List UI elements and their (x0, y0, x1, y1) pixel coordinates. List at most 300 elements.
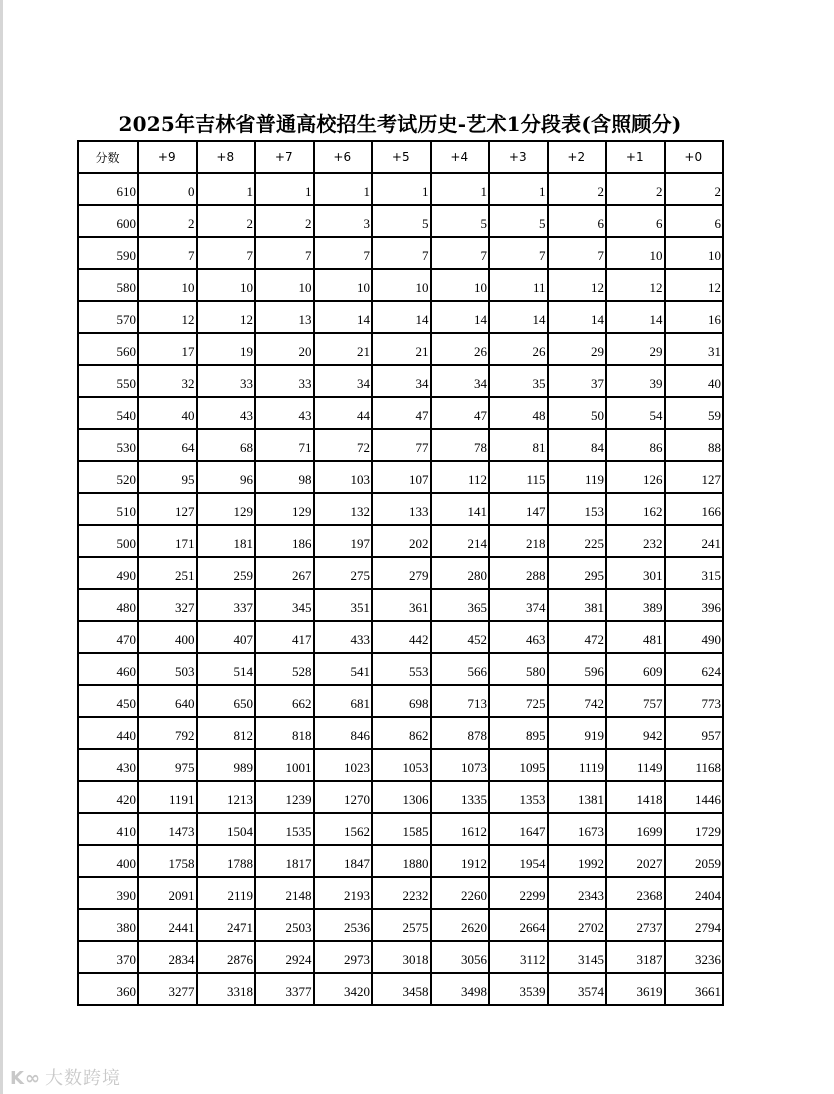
count-cell: 7 (197, 237, 256, 269)
page-title: 2025年吉林省普通高校招生考试历史-艺术1分段表(含照顾分) (118, 112, 682, 136)
count-cell: 33 (255, 365, 314, 397)
count-cell: 43 (255, 397, 314, 429)
count-cell: 1335 (431, 781, 490, 813)
count-cell: 71 (255, 429, 314, 461)
count-cell: 1847 (314, 845, 373, 877)
count-cell: 232 (606, 525, 665, 557)
count-cell: 919 (548, 717, 607, 749)
count-cell: 17 (138, 333, 197, 365)
count-cell: 1 (314, 173, 373, 205)
count-cell: 6 (665, 205, 724, 237)
count-cell: 103 (314, 461, 373, 493)
count-cell: 5 (372, 205, 431, 237)
count-cell: 3056 (431, 941, 490, 973)
count-cell: 2664 (489, 909, 548, 941)
count-cell: 21 (372, 333, 431, 365)
count-cell: 166 (665, 493, 724, 525)
count-cell: 609 (606, 653, 665, 685)
count-cell: 374 (489, 589, 548, 621)
count-cell: 34 (372, 365, 431, 397)
count-cell: 14 (548, 301, 607, 333)
count-cell: 3 (314, 205, 373, 237)
count-cell: 2575 (372, 909, 431, 941)
count-cell: 1270 (314, 781, 373, 813)
count-cell: 68 (197, 429, 256, 461)
count-cell: 3574 (548, 973, 607, 1005)
count-cell: 47 (372, 397, 431, 429)
table-row (78, 525, 723, 557)
count-cell: 3377 (255, 973, 314, 1005)
score-cell: 540 (78, 397, 138, 429)
count-cell: 127 (138, 493, 197, 525)
count-cell: 31 (665, 333, 724, 365)
count-cell: 153 (548, 493, 607, 525)
count-cell: 37 (548, 365, 607, 397)
count-cell: 34 (314, 365, 373, 397)
count-cell: 713 (431, 685, 490, 717)
count-cell: 957 (665, 717, 724, 749)
count-cell: 3458 (372, 973, 431, 1005)
table-row (78, 333, 723, 365)
count-cell: 1418 (606, 781, 665, 813)
count-cell: 88 (665, 429, 724, 461)
count-cell: 12 (548, 269, 607, 301)
count-cell: 472 (548, 621, 607, 653)
count-cell: 5 (489, 205, 548, 237)
count-cell: 442 (372, 621, 431, 653)
count-cell: 400 (138, 621, 197, 653)
header-offset: +4 (431, 141, 490, 173)
count-cell: 1673 (548, 813, 607, 845)
count-cell: 1992 (548, 845, 607, 877)
count-cell: 5 (431, 205, 490, 237)
score-cell: 560 (78, 333, 138, 365)
count-cell: 2 (197, 205, 256, 237)
count-cell: 2193 (314, 877, 373, 909)
score-cell: 400 (78, 845, 138, 877)
count-cell: 19 (197, 333, 256, 365)
count-cell: 1381 (548, 781, 607, 813)
count-cell: 2091 (138, 877, 197, 909)
count-cell: 1585 (372, 813, 431, 845)
count-cell: 33 (197, 365, 256, 397)
count-cell: 202 (372, 525, 431, 557)
count-cell: 1699 (606, 813, 665, 845)
count-cell: 251 (138, 557, 197, 589)
count-cell: 1168 (665, 749, 724, 781)
count-cell: 301 (606, 557, 665, 589)
count-cell: 2702 (548, 909, 607, 941)
count-cell: 662 (255, 685, 314, 717)
count-cell: 417 (255, 621, 314, 653)
score-cell: 510 (78, 493, 138, 525)
count-cell: 47 (431, 397, 490, 429)
count-cell: 43 (197, 397, 256, 429)
score-cell: 370 (78, 941, 138, 973)
count-cell: 14 (431, 301, 490, 333)
count-cell: 812 (197, 717, 256, 749)
count-cell: 396 (665, 589, 724, 621)
count-cell: 115 (489, 461, 548, 493)
count-cell: 21 (314, 333, 373, 365)
count-cell: 7 (489, 237, 548, 269)
count-cell: 259 (197, 557, 256, 589)
score-cell: 460 (78, 653, 138, 685)
count-cell: 86 (606, 429, 665, 461)
count-cell: 792 (138, 717, 197, 749)
count-cell: 10 (431, 269, 490, 301)
count-cell: 14 (372, 301, 431, 333)
table-row (78, 429, 723, 461)
header-offset: +2 (548, 141, 607, 173)
score-cell: 570 (78, 301, 138, 333)
count-cell: 7 (314, 237, 373, 269)
count-cell: 989 (197, 749, 256, 781)
count-cell: 2620 (431, 909, 490, 941)
count-cell: 624 (665, 653, 724, 685)
header-offset: +3 (489, 141, 548, 173)
count-cell: 26 (431, 333, 490, 365)
count-cell: 2232 (372, 877, 431, 909)
score-cell: 420 (78, 781, 138, 813)
count-cell: 1954 (489, 845, 548, 877)
count-cell: 1 (372, 173, 431, 205)
watermark-text: 大数跨境 (44, 1068, 121, 1089)
count-cell: 1473 (138, 813, 197, 845)
count-cell: 2059 (665, 845, 724, 877)
count-cell: 1 (255, 173, 314, 205)
count-cell: 7 (431, 237, 490, 269)
count-cell: 29 (606, 333, 665, 365)
count-cell: 345 (255, 589, 314, 621)
count-cell: 39 (606, 365, 665, 397)
count-cell: 2299 (489, 877, 548, 909)
count-cell: 186 (255, 525, 314, 557)
count-cell: 1647 (489, 813, 548, 845)
score-cell: 470 (78, 621, 138, 653)
count-cell: 1 (489, 173, 548, 205)
table-row (78, 973, 723, 1005)
count-cell: 95 (138, 461, 197, 493)
count-cell: 48 (489, 397, 548, 429)
count-cell: 3498 (431, 973, 490, 1005)
count-cell: 757 (606, 685, 665, 717)
count-cell: 846 (314, 717, 373, 749)
count-cell: 44 (314, 397, 373, 429)
count-cell: 2027 (606, 845, 665, 877)
header-offset: +9 (138, 141, 197, 173)
score-cell: 600 (78, 205, 138, 237)
count-cell: 2 (606, 173, 665, 205)
count-cell: 327 (138, 589, 197, 621)
count-cell: 10 (255, 269, 314, 301)
score-cell: 520 (78, 461, 138, 493)
table-row (78, 621, 723, 653)
score-cell: 410 (78, 813, 138, 845)
count-cell: 1001 (255, 749, 314, 781)
count-cell: 112 (431, 461, 490, 493)
count-cell: 895 (489, 717, 548, 749)
score-cell: 610 (78, 173, 138, 205)
count-cell: 14 (606, 301, 665, 333)
count-cell: 11 (489, 269, 548, 301)
count-cell: 1535 (255, 813, 314, 845)
count-cell: 862 (372, 717, 431, 749)
count-cell: 528 (255, 653, 314, 685)
count-cell: 975 (138, 749, 197, 781)
count-cell: 197 (314, 525, 373, 557)
count-cell: 2471 (197, 909, 256, 941)
count-cell: 1053 (372, 749, 431, 781)
table-row (78, 493, 723, 525)
count-cell: 34 (431, 365, 490, 397)
count-cell: 72 (314, 429, 373, 461)
count-cell: 3112 (489, 941, 548, 973)
count-cell: 742 (548, 685, 607, 717)
count-cell: 6 (548, 205, 607, 237)
count-cell: 1912 (431, 845, 490, 877)
count-cell: 81 (489, 429, 548, 461)
count-cell: 361 (372, 589, 431, 621)
count-cell: 40 (138, 397, 197, 429)
count-cell: 2536 (314, 909, 373, 941)
count-cell: 119 (548, 461, 607, 493)
count-cell: 1073 (431, 749, 490, 781)
count-cell: 20 (255, 333, 314, 365)
count-cell: 1353 (489, 781, 548, 813)
count-cell: 725 (489, 685, 548, 717)
count-cell: 7 (255, 237, 314, 269)
count-cell: 2876 (197, 941, 256, 973)
count-cell: 681 (314, 685, 373, 717)
score-cell: 490 (78, 557, 138, 589)
table-row (78, 365, 723, 397)
count-cell: 3420 (314, 973, 373, 1005)
count-cell: 1023 (314, 749, 373, 781)
score-cell: 440 (78, 717, 138, 749)
count-cell: 10 (665, 237, 724, 269)
header-offset: +7 (255, 141, 314, 173)
count-cell: 3236 (665, 941, 724, 973)
count-cell: 280 (431, 557, 490, 589)
score-cell: 590 (78, 237, 138, 269)
count-cell: 3018 (372, 941, 431, 973)
count-cell: 3619 (606, 973, 665, 1005)
count-cell: 2503 (255, 909, 314, 941)
score-cell: 430 (78, 749, 138, 781)
count-cell: 2119 (197, 877, 256, 909)
count-cell: 942 (606, 717, 665, 749)
count-cell: 0 (138, 173, 197, 205)
count-cell: 275 (314, 557, 373, 589)
count-cell: 129 (255, 493, 314, 525)
count-cell: 2441 (138, 909, 197, 941)
count-cell: 129 (197, 493, 256, 525)
count-cell: 3277 (138, 973, 197, 1005)
count-cell: 40 (665, 365, 724, 397)
table-row (78, 717, 723, 749)
table-row (78, 685, 723, 717)
count-cell: 1095 (489, 749, 548, 781)
header-score: 分数 (78, 141, 138, 173)
count-cell: 2260 (431, 877, 490, 909)
watermark-logo: K∞ (10, 1068, 41, 1089)
count-cell: 773 (665, 685, 724, 717)
count-cell: 96 (197, 461, 256, 493)
count-cell: 162 (606, 493, 665, 525)
score-cell: 500 (78, 525, 138, 557)
count-cell: 10 (372, 269, 431, 301)
count-cell: 12 (665, 269, 724, 301)
count-cell: 503 (138, 653, 197, 685)
count-cell: 481 (606, 621, 665, 653)
count-cell: 64 (138, 429, 197, 461)
count-cell: 1729 (665, 813, 724, 845)
table-row (78, 909, 723, 941)
table-row (78, 653, 723, 685)
watermark (10, 1064, 121, 1090)
count-cell: 2973 (314, 941, 373, 973)
score-distribution-table (77, 140, 724, 1006)
count-cell: 3187 (606, 941, 665, 973)
count-cell: 147 (489, 493, 548, 525)
table-row (78, 397, 723, 429)
count-cell: 389 (606, 589, 665, 621)
count-cell: 1758 (138, 845, 197, 877)
count-cell: 127 (665, 461, 724, 493)
count-cell: 2737 (606, 909, 665, 941)
count-cell: 7 (372, 237, 431, 269)
table-row (78, 749, 723, 781)
count-cell: 580 (489, 653, 548, 685)
count-cell: 2404 (665, 877, 724, 909)
count-cell: 12 (138, 301, 197, 333)
count-cell: 12 (606, 269, 665, 301)
count-cell: 2368 (606, 877, 665, 909)
table-row (78, 557, 723, 589)
count-cell: 1562 (314, 813, 373, 845)
count-cell: 78 (431, 429, 490, 461)
count-cell: 1817 (255, 845, 314, 877)
score-cell: 480 (78, 589, 138, 621)
header-offset: +6 (314, 141, 373, 173)
count-cell: 2 (665, 173, 724, 205)
count-cell: 452 (431, 621, 490, 653)
score-cell: 380 (78, 909, 138, 941)
score-cell: 360 (78, 973, 138, 1005)
count-cell: 50 (548, 397, 607, 429)
header-offset: +5 (372, 141, 431, 173)
count-cell: 315 (665, 557, 724, 589)
count-cell: 407 (197, 621, 256, 653)
count-cell: 107 (372, 461, 431, 493)
count-cell: 553 (372, 653, 431, 685)
count-cell: 126 (606, 461, 665, 493)
count-cell: 490 (665, 621, 724, 653)
count-cell: 181 (197, 525, 256, 557)
count-cell: 10 (606, 237, 665, 269)
table-row (78, 269, 723, 301)
count-cell: 1306 (372, 781, 431, 813)
count-cell: 1 (197, 173, 256, 205)
count-cell: 2 (138, 205, 197, 237)
count-cell: 1880 (372, 845, 431, 877)
score-cell: 450 (78, 685, 138, 717)
header-offset: +0 (665, 141, 724, 173)
count-cell: 26 (489, 333, 548, 365)
table-row (78, 845, 723, 877)
count-cell: 1446 (665, 781, 724, 813)
count-cell: 541 (314, 653, 373, 685)
count-cell: 13 (255, 301, 314, 333)
count-cell: 225 (548, 525, 607, 557)
score-cell: 580 (78, 269, 138, 301)
count-cell: 10 (138, 269, 197, 301)
count-cell: 3145 (548, 941, 607, 973)
count-cell: 2 (548, 173, 607, 205)
count-cell: 1239 (255, 781, 314, 813)
count-cell: 133 (372, 493, 431, 525)
count-cell: 2794 (665, 909, 724, 941)
count-cell: 84 (548, 429, 607, 461)
count-cell: 2834 (138, 941, 197, 973)
count-cell: 241 (665, 525, 724, 557)
count-cell: 77 (372, 429, 431, 461)
count-cell: 566 (431, 653, 490, 685)
table-row (78, 173, 723, 205)
count-cell: 132 (314, 493, 373, 525)
count-cell: 1 (431, 173, 490, 205)
header-offset: +1 (606, 141, 665, 173)
count-cell: 1213 (197, 781, 256, 813)
count-cell: 1119 (548, 749, 607, 781)
count-cell: 818 (255, 717, 314, 749)
count-cell: 218 (489, 525, 548, 557)
count-cell: 2343 (548, 877, 607, 909)
count-cell: 3539 (489, 973, 548, 1005)
table-row (78, 461, 723, 493)
count-cell: 2924 (255, 941, 314, 973)
count-cell: 463 (489, 621, 548, 653)
count-cell: 650 (197, 685, 256, 717)
count-cell: 279 (372, 557, 431, 589)
count-cell: 2 (255, 205, 314, 237)
count-cell: 1788 (197, 845, 256, 877)
table-row (78, 813, 723, 845)
count-cell: 7 (138, 237, 197, 269)
count-cell: 337 (197, 589, 256, 621)
table-row (78, 205, 723, 237)
count-cell: 288 (489, 557, 548, 589)
count-cell: 12 (197, 301, 256, 333)
score-cell: 550 (78, 365, 138, 397)
count-cell: 351 (314, 589, 373, 621)
count-cell: 1149 (606, 749, 665, 781)
score-cell: 530 (78, 429, 138, 461)
count-cell: 214 (431, 525, 490, 557)
count-cell: 267 (255, 557, 314, 589)
count-cell: 596 (548, 653, 607, 685)
count-cell: 6 (606, 205, 665, 237)
count-cell: 171 (138, 525, 197, 557)
count-cell: 3661 (665, 973, 724, 1005)
count-cell: 433 (314, 621, 373, 653)
table-row (78, 589, 723, 621)
table-row (78, 237, 723, 269)
table-row (78, 781, 723, 813)
table-header-row (78, 141, 723, 173)
page-edge (0, 0, 3, 1094)
